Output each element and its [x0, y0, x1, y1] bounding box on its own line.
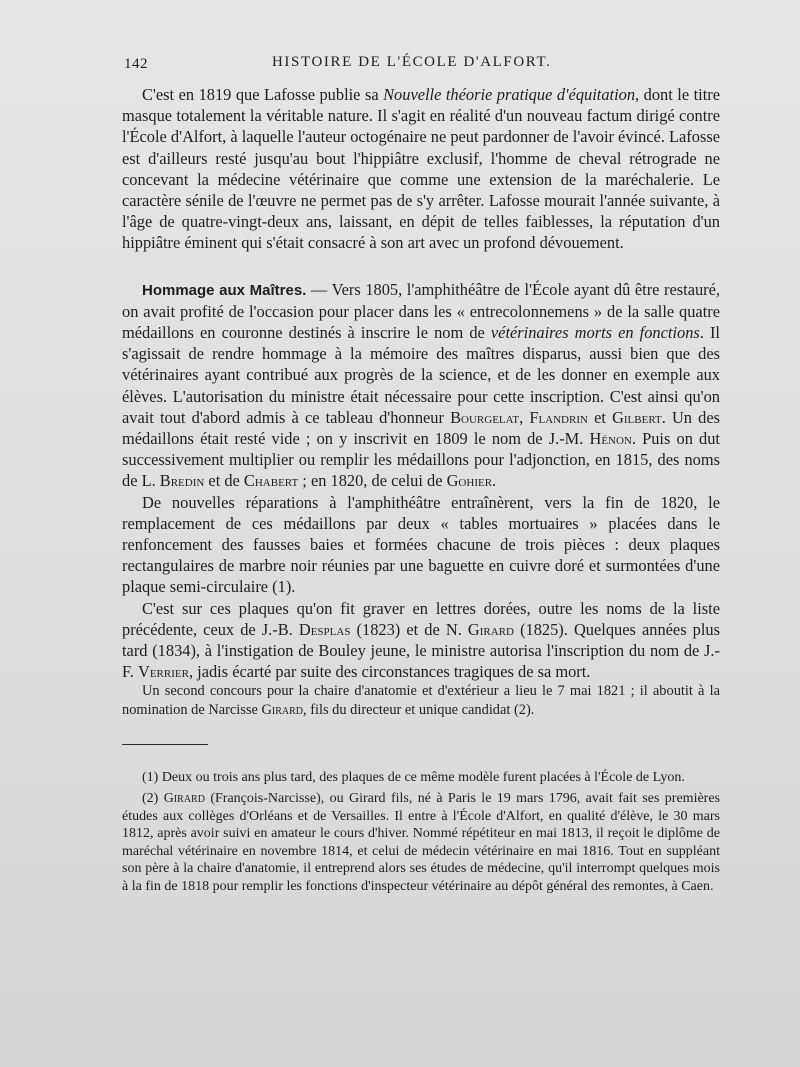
text-run: , dont le titre masque totalement la véritable nature. Il s'agit en réalité d'un nouveau factum dirigé contre l'École d'Alfort, à laquelle l'auteur octogénaire ne peut pardonner de l'avoir évincé. Lafosse est d'ailleurs resté jusqu'au bout l'hippiâtre exclusif, l'homme de cheval rétrograde ne concevant la médecine vétérinaire que comme une extension de la maréchalerie. Le caractère sénile de l'œuvre ne permet pas de s'y arrêter. Lafosse mourait l'année suivante, à l'âge de quatre-vingt-deux ans, laissant, en dépit de telles faiblesses, la réputation d'un hippiâtre éminent qui s'était consacré à son art avec un profond dévouement.	[122, 85, 720, 253]
person-name: Gilbert	[612, 407, 662, 427]
italic-phrase: vétérinaires morts en fonctions	[490, 323, 700, 343]
person-name: Chabert	[243, 471, 299, 491]
running-title: HISTOIRE DE L'ÉCOLE D'ALFORT.	[272, 54, 552, 70]
book-title-italic: Nouvelle théorie pratique d'équitation	[383, 85, 636, 104]
person-name: Bredin	[159, 471, 205, 491]
text-run: C'est sur ces plaques qu'on fit graver en lettres dorées, outre les noms de la liste précédente, ceux de J.-B.	[122, 598, 720, 639]
text-run: Un second concours pour la chaire d'anatomie et d'extérieur a lieu le 7 mai 1821 ; il aboutit à la nomination de Narcisse	[122, 683, 720, 719]
paragraph-concours	[122, 682, 720, 720]
paragraph-plaques	[122, 598, 720, 683]
paragraph-lafosse	[122, 84, 720, 254]
person-name: Hénon	[589, 429, 632, 449]
text-run: et de	[204, 471, 244, 491]
footnote-separator	[122, 744, 208, 745]
page-body	[122, 84, 720, 896]
text-run: . Il s'agissait de rendre hommage à la mémoire des maîtres disparus, aussi bien que des vétérinaires ayant contribué aux progrès de la science, et de les donner en exemple aux élèves. L'autorisation du ministre était nécessaire pour cette inscription. C'est ainsi qu'on avait tout d'abord admis à ce tableau d'honneur	[122, 323, 720, 427]
person-name: Gohier	[446, 471, 493, 491]
text-run: C'est en 1819 que Lafosse publie sa	[142, 85, 384, 104]
text-run: (1825). Quelques années plus tard (1834), à l'instigation de Bouley jeune, le ministre autorisa l'inscription du nom de J.-F.	[122, 619, 721, 682]
person-name: Girard	[261, 702, 303, 719]
text-run: , jadis écarté par suite des circonstances tragiques de sa mort.	[188, 662, 591, 682]
text-run: — Vers 1805, l'amphithéâtre de l'École ayant dû être restauré, on avait profité de l'occasion pour placer dans les « entrecolonnemens » de la salle quatre médaillons en couronne destinés à inscrire le nom de	[122, 279, 720, 343]
text-run: . Un des médaillons était resté vide ; on y inscrivit en 1809 le nom de J.-M.	[122, 407, 720, 449]
paragraph-reparations: De nouvelles réparations à l'amphithéâtre entraînèrent, vers la fin de 1820, le remplacement de ces médaillons par deux « tables mortuaires » placées dans le renfoncement des fausses baies et formées chacune de trois pièces : deux plaques rectangulaires de marbre noir réunies par une baguette en cuivre doré et surmontées d'une plaque semi-circulaire (1).	[122, 492, 720, 597]
text-run: ,	[519, 407, 530, 427]
person-name: Bourgelat	[450, 407, 520, 427]
text-run: . Puis on dut successivement multiplier ou remplir les médaillons pour l'adjonction, en 1815, des noms de L.	[122, 429, 720, 491]
person-name: Desplas	[298, 619, 351, 639]
paragraph-hommage	[122, 279, 720, 492]
section-gap	[122, 254, 720, 279]
text-run: et	[587, 407, 613, 427]
footnote-2	[122, 790, 720, 896]
footnote-1: (1) Deux ou trois ans plus tard, des plaques de ce même modèle furent placées à l'École de Lyon.	[142, 770, 685, 786]
person-name: Girard	[163, 791, 205, 807]
section-lead-heading: Hommage aux Maîtres.	[142, 281, 307, 299]
person-name: Girard	[467, 619, 514, 639]
running-header	[120, 54, 722, 76]
person-name: Verrier	[138, 662, 189, 682]
text-run: , fils du directeur et unique candidat (2).	[303, 702, 535, 719]
person-name: Flandrin	[529, 407, 588, 427]
text-run: ; en 1820, de celui de	[298, 471, 447, 491]
text-run: .	[492, 471, 497, 491]
footnote-marker: (2)	[142, 791, 164, 807]
page-number: 142	[124, 56, 148, 72]
text-run: (1823) et de N.	[350, 619, 468, 639]
text-run: (François-Narcisse), ou Girard fils, né à Paris le 19 mars 1796, avait fait ses premières études aux collèges d'Orléans et de Versailles. Il entre à l'École d'Alfort, en qualité d'élève, le 30 mars 1812, après avoir suivi en amateur le cours d'hiver. Nommé répétiteur en mai 1813, il reçoit le diplôme de maréchal vétérinaire en novembre 1814, et celui de médecin vétérinaire en mai 1816. Tout en suppléant son père à la chaire d'anatomie, il entreprend alors ses études de médecine, qu'il interrompt quelques mois à la fin de 1818 pour remplir les fonctions d'inspecteur vétérinaire au dépôt général des remontes, à Caen.	[122, 791, 720, 895]
